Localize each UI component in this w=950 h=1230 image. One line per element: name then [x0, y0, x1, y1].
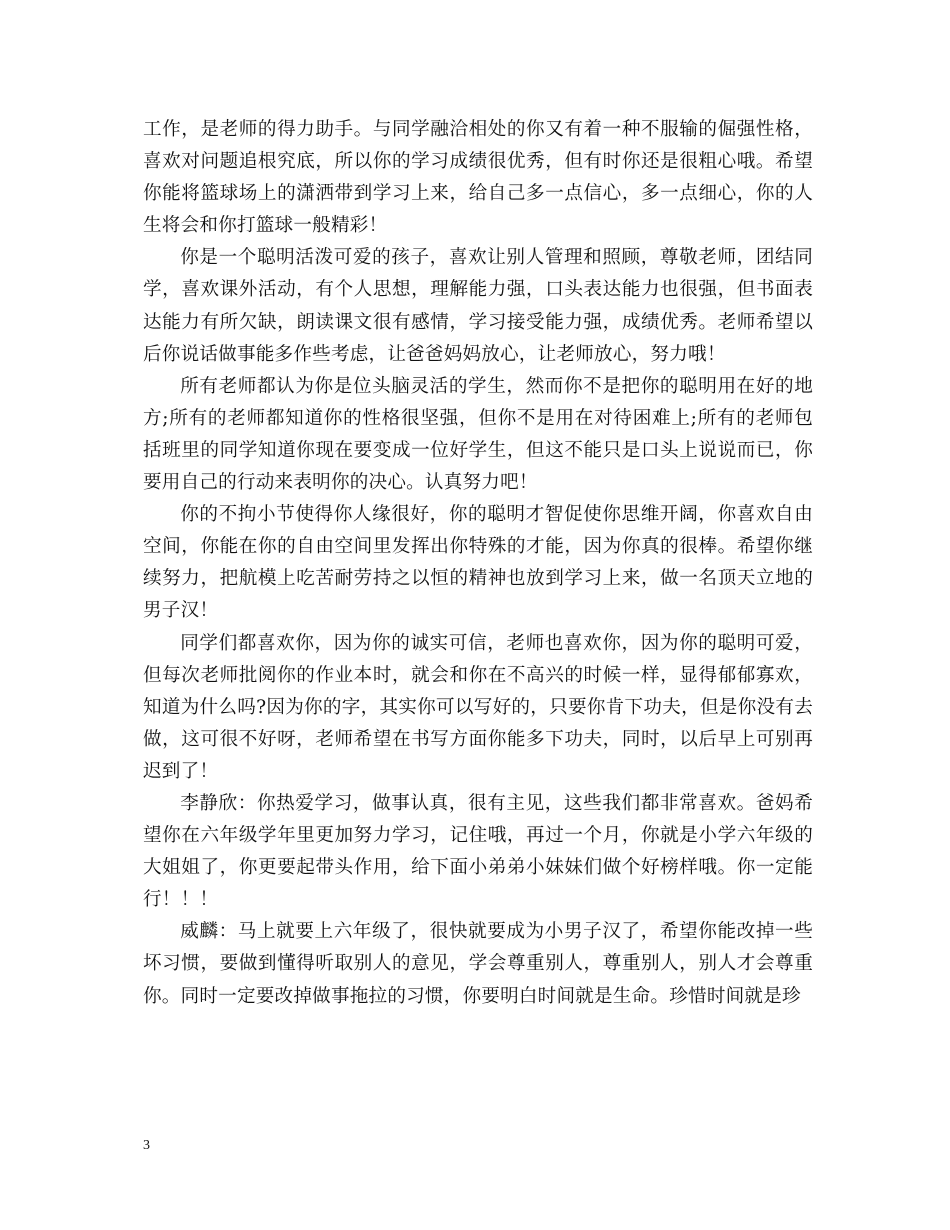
body-text [143, 114, 813, 1013]
paragraph-7: 威麟：马上就要上六年级了，很快就要成为小男子汉了，希望你能改掉一些坏习惯，要做到懂得听取别人的意见，学会尊重别人，尊重别人，别人才会尊重你。同时一定要改掉做事拖拉的习惯，你要明白时间就是生命。珍惜时间就是珍 [143, 921, 813, 1007]
paragraph-2: 你是一个聪明活泼可爱的孩子，喜欢让别人管理和照顾，尊敬老师，团结同学，喜欢课外活动，有个人思想，理解能力强，口头表达能力也很强，但书面表达能力有所欠缺，朗读课文很有感情，学习接受能力强，成绩优秀。老师希望以后你说话做事能多作些考虑，让爸爸妈妈放心，让老师放心，努力哦！ [143, 247, 813, 365]
paragraph-6: 李静欣：你热爱学习，做事认真，很有主见，这些我们都非常喜欢。爸妈希望你在六年级学年里更加努力学习，记住哦，再过一个月，你就是小学六年级的大姐姐了，你更要起带头作用，给下面小弟弟小妹妹们做个好榜样哦。你一定能行！！！ [143, 792, 813, 911]
paragraph-1: 工作，是老师的得力助手。与同学融洽相处的你又有着一种不服输的倔强性格，喜欢对问题追根究底，所以你的学习成绩很优秀，但有时你还是很粗心哦。希望你能将篮球场上的潇洒带到学习上来，给自己多一点信心，多一点细心，你的人生将会和你打篮球一般精彩！ [143, 119, 813, 237]
paragraph-5: 同学们都喜欢你，因为你的诚实可信，老师也喜欢你，因为你的聪明可爱，但每次老师批阅你的作业本时，就会和你在不高兴的时候一样，显得郁郁寡欢，知道为什么吗?因为你的字，其实你可以写好的，只要你肯下功夫，但是你没有去做，这可很不好呀，老师希望在书写方面你能多下功夫，同时，以后早上可别再迟到了！ [143, 632, 813, 782]
page-number: 3 [143, 1138, 150, 1153]
paragraph-4: 你的不拘小节使得你人缘很好，你的聪明才智促使你思维开阔，你喜欢自由空间，你能在你的自由空间里发挥出你特殊的才能，因为你真的很棒。希望你继续努力，把航模上吃苦耐劳持之以恒的精神也放到学习上来，做一名顶天立地的男子汉！ [143, 504, 813, 622]
paragraph-3: 所有老师都认为你是位头脑灵活的学生，然而你不是把你的聪明用在好的地方;所有的老师都知道你的性格很坚强，但你不是用在对待困难上;所有的老师包括班里的同学知道你现在要变成一位好学生，但这不能只是口头上说说而已，你要用自己的行动来表明你的决心。认真努力吧！ [143, 375, 813, 494]
